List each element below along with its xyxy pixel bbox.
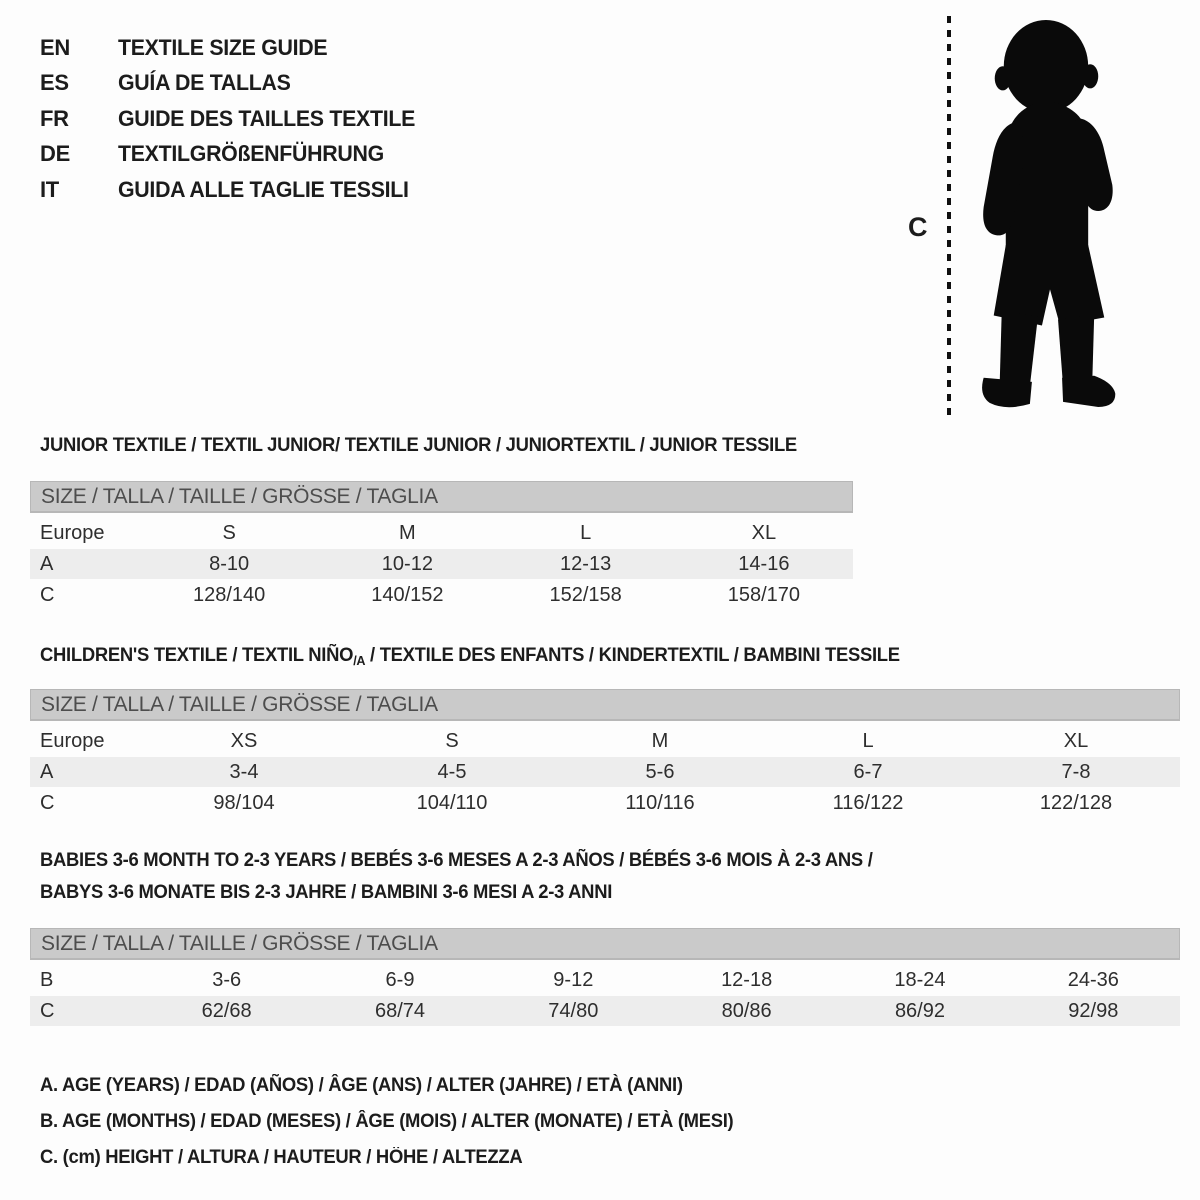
babies-table-rows (30, 965, 1180, 1026)
table-cell: 74/80 (548, 999, 599, 1022)
babies-size-table (30, 928, 1180, 1027)
table-cell: 140/152 (371, 583, 444, 606)
row-label: Europe (40, 729, 105, 752)
heading-text: CHILDREN'S TEXTILE / TEXTIL NIÑO (40, 645, 354, 666)
language-code: EN (40, 34, 70, 60)
row-label: C (40, 999, 55, 1022)
language-row-it (40, 172, 424, 208)
table-row (30, 549, 853, 579)
table-cell: 4-5 (437, 760, 467, 783)
row-label: C (40, 791, 55, 814)
language-title: TEXTILE SIZE GUIDE (118, 34, 328, 60)
language-title: GUÍA DE TALLAS (118, 70, 291, 96)
table-row (30, 965, 1180, 995)
table-cell: 152/158 (549, 583, 622, 606)
table-cell: 3-6 (212, 968, 242, 991)
table-cell: 14-16 (738, 552, 790, 575)
children-table-rows (30, 726, 1180, 818)
language-code: ES (40, 70, 69, 96)
language-code: IT (40, 176, 59, 202)
table-cell: 12-13 (560, 552, 612, 575)
table-cell: S (222, 521, 236, 544)
table-row (30, 996, 1180, 1026)
table-cell: 24-36 (1067, 968, 1119, 991)
height-measure-label: C (908, 212, 928, 242)
table-row (30, 788, 1180, 818)
language-row-fr (40, 101, 424, 137)
table-cell: XL (751, 521, 777, 544)
table-cell: L (862, 729, 874, 752)
table-cell: 158/170 (727, 583, 801, 606)
table-cell: L (580, 521, 592, 544)
table-cell: 62/68 (201, 999, 252, 1022)
section-heading-babies-line2: BABYS 3-6 MONATE BIS 2-3 JAHRE / BAMBINI 3-6 MESI A 2-3 ANNI (40, 882, 613, 903)
section-heading-children (40, 645, 900, 668)
language-row-de (40, 137, 424, 173)
table-cell: 86/92 (894, 999, 945, 1022)
toddler-silhouette-icon (964, 16, 1138, 418)
row-label: Europe (40, 521, 105, 544)
measurement-legend (40, 1068, 755, 1176)
table-cell: 128/140 (192, 583, 266, 606)
heading-subscript: /A (353, 653, 366, 668)
language-code: DE (40, 141, 70, 167)
table-cell: 5-6 (645, 760, 675, 783)
table-cell: XL (1063, 729, 1089, 752)
legend-line-a: A. AGE (YEARS) / EDAD (AÑOS) / ÂGE (ANS) / ALTER (JAHRE) / ETÀ (ANNI) (40, 1075, 683, 1096)
children-size-table (30, 689, 1180, 819)
language-title: GUIDA ALLE TAGLIE TESSILI (118, 176, 409, 202)
size-header-bar: SIZE / TALLA / TAILLE / GRÖSSE / TAGLIA (30, 689, 1180, 721)
language-title: GUIDE DES TAILLES TEXTILE (118, 105, 416, 131)
size-header-bar: SIZE / TALLA / TAILLE / GRÖSSE / TAGLIA (30, 928, 1180, 960)
row-label: C (40, 583, 55, 606)
language-row-en (40, 30, 424, 66)
table-cell: 12-18 (721, 968, 773, 991)
table-cell: 104/110 (416, 791, 488, 814)
language-row-es (40, 66, 424, 102)
table-cell: XS (230, 729, 258, 752)
table-cell: 122/128 (1039, 791, 1113, 814)
row-label: A (40, 552, 54, 575)
table-cell: 92/98 (1068, 999, 1119, 1022)
heading-text: / TEXTILE DES ENFANTS / KINDERTEXTIL / BAMBINI TESSILE (365, 645, 900, 666)
table-cell: 7-8 (1061, 760, 1091, 783)
language-title-list (40, 30, 424, 208)
table-cell: 8-10 (209, 552, 250, 575)
table-cell: 10-12 (381, 552, 433, 575)
table-cell: 68/74 (374, 999, 426, 1022)
table-cell: M (651, 729, 669, 752)
table-row (30, 580, 853, 610)
table-cell: M (399, 521, 416, 544)
row-label: B (40, 968, 54, 991)
table-cell: S (445, 729, 459, 752)
section-heading-babies-line1: BABIES 3-6 MONTH TO 2-3 YEARS / BEBÉS 3-6 MESES A 2-3 AÑOS / BÉBÉS 3-6 MOIS À 2-3 ANS / (40, 850, 873, 871)
table-cell: 116/122 (832, 791, 904, 814)
height-measure-dashed-line (947, 16, 951, 416)
junior-table-rows (30, 518, 853, 610)
row-label: A (40, 760, 54, 783)
table-row (30, 726, 1180, 756)
table-cell: 6-9 (385, 968, 415, 991)
table-cell: 6-7 (853, 760, 883, 783)
section-heading-junior: JUNIOR TEXTILE / TEXTIL JUNIOR/ TEXTILE JUNIOR / JUNIORTEXTIL / JUNIOR TESSILE (40, 435, 797, 456)
table-cell: 9-12 (553, 968, 594, 991)
legend-line-b: B. AGE (MONTHS) / EDAD (MESES) / ÂGE (MOIS) / ALTER (MONATE) / ETÀ (MESI) (40, 1111, 734, 1132)
table-cell: 3-4 (229, 760, 259, 783)
table-cell: 98/104 (213, 791, 275, 814)
table-row (30, 757, 1180, 787)
table-cell: 18-24 (894, 968, 946, 991)
language-title: TEXTILGRÖßENFÜHRUNG (118, 141, 384, 167)
size-header-bar: SIZE / TALLA / TAILLE / GRÖSSE / TAGLIA (30, 481, 853, 513)
table-row (30, 518, 853, 548)
table-cell: 110/116 (625, 791, 695, 814)
junior-size-table (30, 481, 853, 611)
table-cell: 80/86 (721, 999, 772, 1022)
legend-line-c: C. (cm) HEIGHT / ALTURA / HAUTEUR / HÖHE / ALTEZZA (40, 1147, 523, 1168)
language-code: FR (40, 105, 69, 131)
